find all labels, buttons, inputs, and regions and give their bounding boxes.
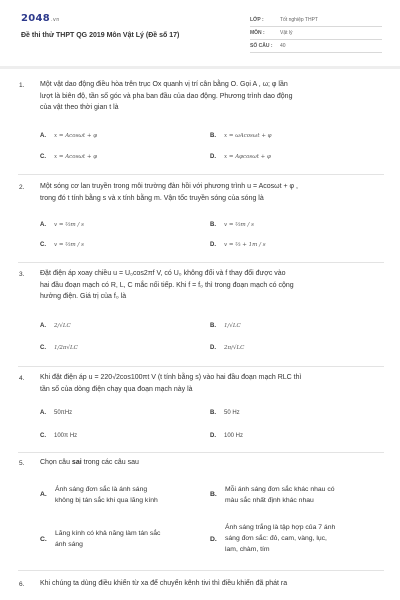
header-divider bbox=[0, 66, 400, 69]
option-c[interactable]: C. v = ⅔m / s bbox=[40, 242, 84, 248]
question-separator bbox=[18, 570, 384, 571]
site-logo[interactable]: 2048.vn bbox=[21, 13, 60, 24]
question-separator bbox=[18, 366, 384, 367]
exam-meta-table bbox=[250, 14, 382, 53]
option-b[interactable]: B. Mỗi ánh sáng đơn sắc khác nhau có màu sắc nhất định khác nhau bbox=[210, 486, 335, 504]
question-number: 4. bbox=[19, 375, 25, 382]
option-d[interactable]: D. x = Aφcosωt + φ bbox=[210, 154, 271, 160]
question-text: Chọn câu sai trong các câu sau bbox=[40, 459, 139, 466]
question-separator bbox=[18, 174, 384, 175]
option-d[interactable]: D. 100 Hz bbox=[210, 433, 244, 439]
option-d[interactable]: D. Ánh sáng trắng là tập hợp của 7 ánh sáng đơn sắc: đỏ, cam, vàng, lục, lam, chàm, tím bbox=[210, 524, 336, 553]
exam-title: Đề thi thử THPT QG 2019 Môn Vật Lý (Đề số 17) bbox=[21, 32, 180, 39]
question-text: Đặt điện áp xoay chiều u = U₀cos2πf V, có U₀ không đổi và f thay đổi được vào hai đầu đoạn mạch có R, L, C mắc nối tiếp. Khi f = f₀ thì trong đoạn mạch có cộng hưởng điện. Giá trị của f₀ là bbox=[40, 270, 294, 300]
option-c[interactable]: C. 100π Hz bbox=[40, 433, 78, 439]
question-text: Khi chúng ta dùng điều khiển từ xa để chuyển kênh tivi thì điều khiển đã phát ra bbox=[40, 580, 288, 587]
question-text: Một sóng cơ lan truyền trong môi trường đàn hồi với phương trình u = Acosωt + φ , trong đó t tính bằng s và x tính bằng m. Vận tốc truyền sóng của sóng là bbox=[40, 183, 298, 202]
meta-key: LỚP : bbox=[250, 17, 264, 23]
meta-row-class bbox=[250, 14, 382, 27]
question-number: 3. bbox=[19, 271, 25, 278]
question-separator bbox=[18, 262, 384, 263]
meta-value: 40 bbox=[280, 43, 286, 49]
option-b[interactable]: B. x = ωAcosωt + φ bbox=[210, 133, 272, 139]
question-number: 2. bbox=[19, 184, 25, 191]
question-number: 6. bbox=[19, 581, 25, 588]
option-a[interactable]: A. v = ⅔m / s bbox=[40, 222, 84, 228]
option-b[interactable]: B. v = ⅔m / s bbox=[210, 222, 254, 228]
option-a[interactable]: A. x = Acosωt + φ bbox=[40, 133, 98, 139]
meta-row-subject bbox=[250, 27, 382, 40]
option-d[interactable]: D. 2π/√LC bbox=[210, 345, 245, 351]
option-d[interactable]: D. v = ⅔ + 1m / s bbox=[210, 242, 266, 248]
option-a[interactable]: A. 2/√LC bbox=[40, 323, 71, 329]
option-b[interactable]: B. 50 Hz bbox=[210, 410, 240, 416]
option-b[interactable]: B. 1/√LC bbox=[210, 323, 241, 329]
meta-row-count bbox=[250, 40, 382, 53]
option-a[interactable]: A. 50πHz bbox=[40, 410, 73, 416]
option-a[interactable]: A. Ánh sáng đơn sắc là ánh sáng không bị tán sắc khi qua lăng kính bbox=[40, 486, 158, 504]
option-c[interactable]: C. Lăng kính có khả năng làm tán sắc ánh sáng bbox=[40, 530, 161, 548]
question-number: 5. bbox=[19, 460, 25, 467]
option-c[interactable]: C. 1/2π√LC bbox=[40, 345, 78, 351]
exam-header bbox=[0, 0, 400, 62]
meta-key: MÔN : bbox=[250, 30, 265, 36]
meta-value: Vật lý bbox=[280, 30, 293, 36]
question-number: 1. bbox=[19, 82, 25, 89]
meta-key: SỐ CÂU : bbox=[250, 43, 273, 49]
option-c[interactable]: C. x = Acosωt + φ bbox=[40, 154, 98, 160]
question-separator bbox=[18, 452, 384, 453]
question-text: Một vật dao động điều hòa trên trục Ox quanh vị trí cân bằng O. Gọi A , ω; φ lần lượt là biên độ, tần số góc và pha ban đầu của dao động. Phương trình dao động của vật theo thời gian t là bbox=[40, 81, 293, 111]
question-text: Khi đặt điện áp u = 220√2cos100πt V (t tính bằng s) vào hai đầu đoạn mạch RLC thì tần số của dòng điện chạy qua đoạn mạch này là bbox=[40, 374, 302, 393]
meta-value: Tốt nghiệp THPT bbox=[280, 17, 318, 23]
